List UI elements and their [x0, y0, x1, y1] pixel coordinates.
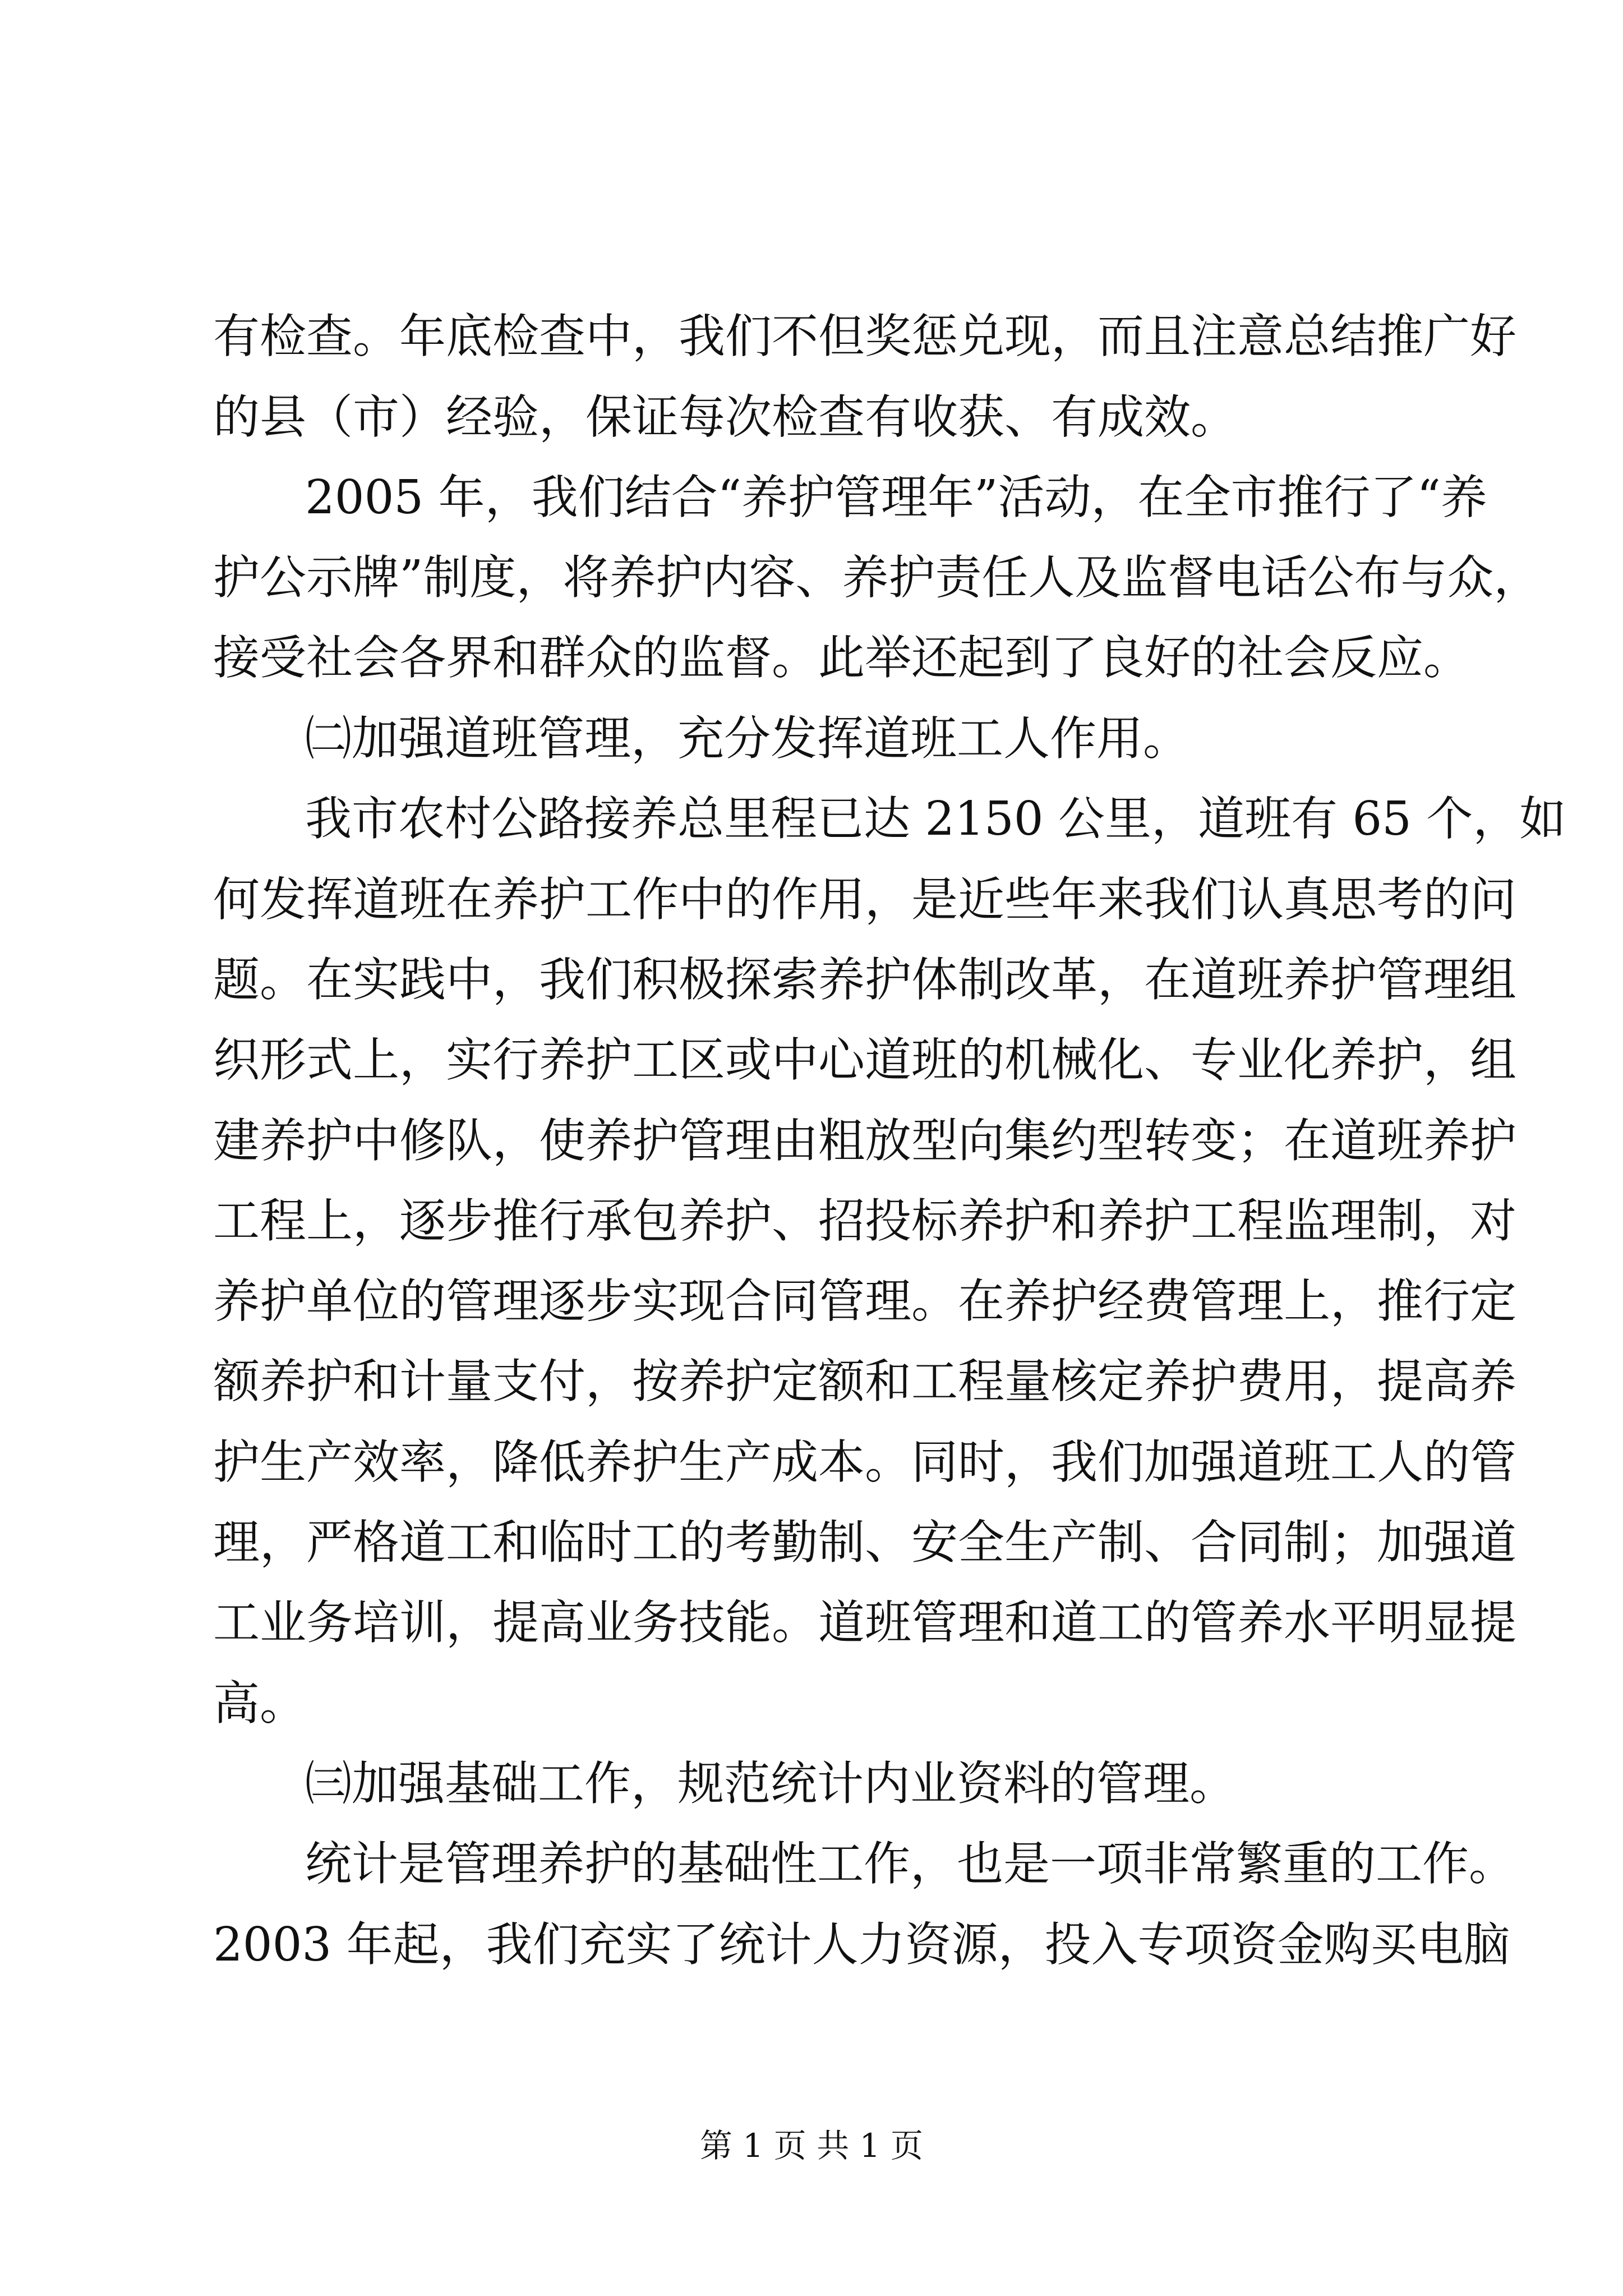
page-footer: 第 1 页 共 1 页: [700, 2127, 923, 2165]
body-line-16: 理，严格道工和临时工的考勤制、安全生产制、合同制；加强道: [213, 1515, 1516, 1570]
body-line-13: 养护单位的管理逐步实现合同管理。在养护经费管理上，推行定: [213, 1274, 1516, 1328]
body-line-10: 织形式上，实行养护工区或中心道班的机械化、专业化养护，组: [213, 1033, 1516, 1087]
body-line-9: 题。在实践中，我们积极探索养护体制改革，在道班养护管理组: [213, 953, 1516, 1007]
body-line-2: 的县（市）经验，保证每次检查有收获、有成效。: [213, 390, 1237, 444]
body-line-7: 我市农村公路接养总里程已达 2150 公里，道班有 65 个，如: [305, 792, 1566, 846]
body-line-5: 接受社会各界和群众的监督。此举还起到了良好的社会反应。: [213, 631, 1470, 685]
body-line-1: 有检查。年底检查中，我们不但奖惩兑现，而且注意总结推广好: [213, 309, 1516, 364]
section-heading-3: ㈢加强基础工作，规范统计内业资料的管理。: [305, 1756, 1236, 1811]
body-line-11: 建养护中修队，使养护管理由粗放型向集约型转变；在道班养护: [213, 1114, 1516, 1168]
body-line-3: 2005 年，我们结合“养护管理年”活动，在全市推行了“养: [305, 470, 1487, 524]
body-line-14: 额养护和计量支付，按养护定额和工程量核定养护费用，提高养: [213, 1354, 1516, 1409]
body-line-21: 2003 年起，我们充实了统计人力资源，投入专项资金购买电脑: [213, 1917, 1510, 1972]
body-line-15: 护生产效率，降低养护生产成本。同时，我们加强道班工人的管: [213, 1435, 1516, 1489]
body-line-4: 护公示牌”制度，将养护内容、养护责任人及监督电话公布与众，: [213, 550, 1541, 605]
body-line-20: 统计是管理养护的基础性工作，也是一项非常繁重的工作。: [305, 1837, 1515, 1891]
body-line-12: 工程上，逐步推行承包养护、招投标养护和养护工程监理制，对: [213, 1194, 1516, 1248]
body-line-17: 工业务培训，提高业务技能。道班管理和道工的管养水平明显提: [213, 1595, 1516, 1650]
body-line-8: 何发挥道班在养护工作中的作用，是近些年来我们认真思考的问: [213, 872, 1516, 927]
section-heading-2: ㈡加强道班管理，充分发挥道班工人作用。: [305, 711, 1189, 766]
body-line-18: 高。: [213, 1676, 306, 1731]
